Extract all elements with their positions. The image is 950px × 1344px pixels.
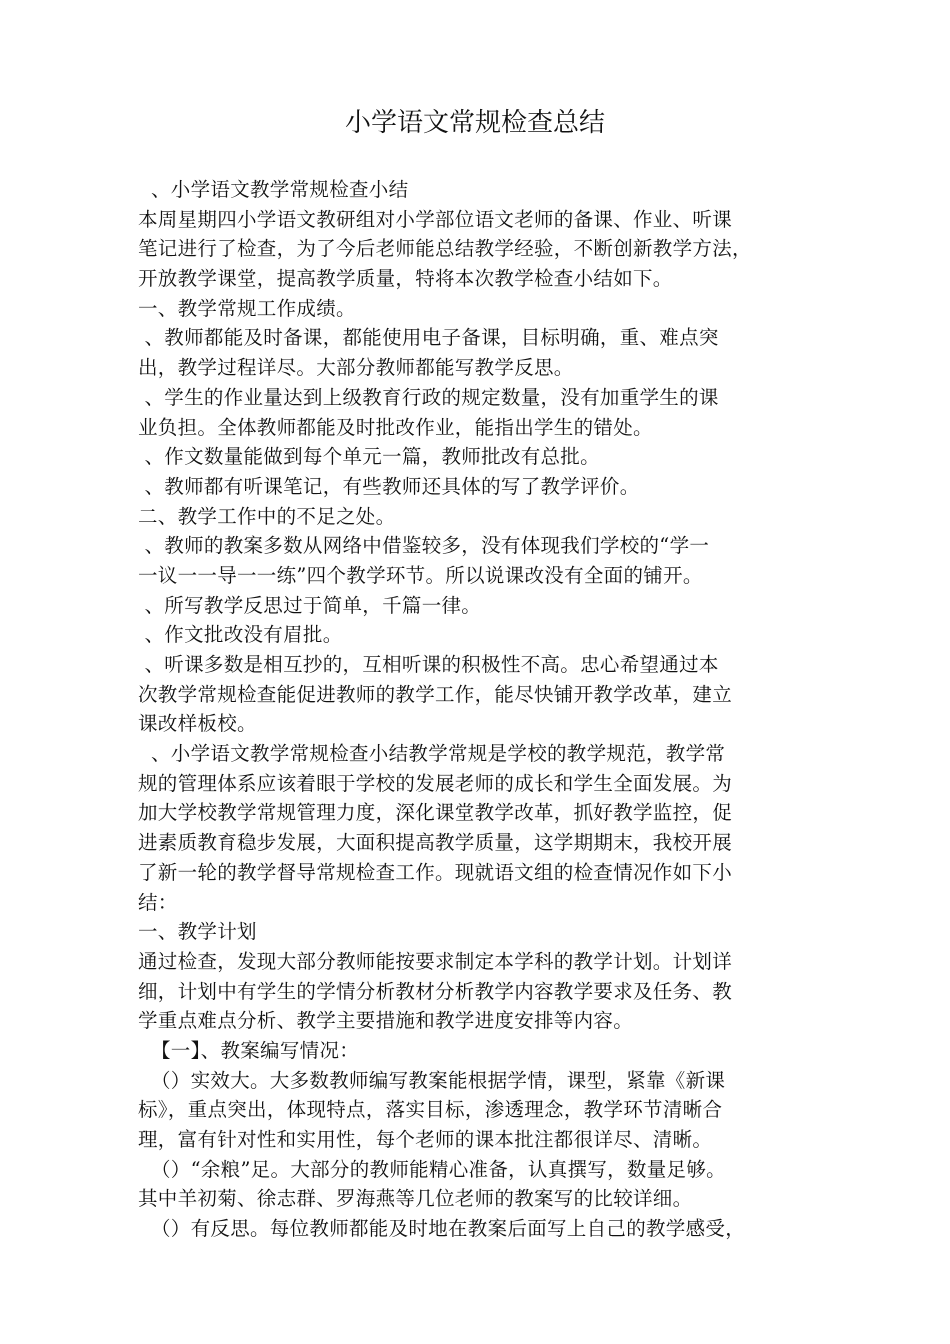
text-line: （）实效大。大多数教师编写教案能根据学情，课型，紧靠《新课 <box>138 1068 726 1092</box>
text-line: 次教学常规检查能促进教师的教学工作，能尽快铺开教学改革，建立 <box>138 682 733 706</box>
text-line: 一、教学常规工作成绩。 <box>138 296 356 320</box>
text-line: 其中羊初菊、徐志群、罗海燕等几位老师的教案写的比较详细。 <box>138 1187 693 1211</box>
text-line: 本周星期四小学语文教研组对小学部位语文老师的备课、作业、听课 <box>138 207 733 231</box>
text-line: 、教师的教案多数从网络中借鉴较多，没有体现我们学校的“学一 <box>138 534 710 558</box>
text-line: （）有反思。每位教师都能及时地在教案后面写上自己的教学感受， <box>138 1217 745 1241</box>
text-line: 、所写教学反思过于简单，千篇一律。 <box>138 593 482 617</box>
text-line: 了新一轮的教学督导常规检查工作。现就语文组的检查情况作如下小 <box>138 860 733 884</box>
text-line: 结： <box>138 890 178 914</box>
text-line: 开放教学课堂，提高教学质量，特将本次教学检查小结如下。 <box>138 267 673 291</box>
text-line: 加大学校教学常规管理力度，深化课堂教学改革，抓好教学监控，促 <box>138 801 733 825</box>
text-line: 通过检查，发现大部分教师能按要求制定本学科的教学计划。计划详 <box>138 949 733 973</box>
text-line: 笔记进行了检查，为了今后老师能总结教学经验，不断创新教学方法， <box>138 237 752 261</box>
text-line: 、作文批改没有眉批。 <box>138 623 343 647</box>
text-line: 一、教学计划 <box>138 920 257 944</box>
text-line: 标》，重点突出，体现特点，落实目标，渗透理念，教学环节清晰合 <box>138 1098 723 1122</box>
text-line: 、小学语文教学常规检查小结教学常规是学校的教学规范，教学常 <box>138 742 726 766</box>
text-line: 、教师都有听课笔记，有些教师还具体的写了教学评价。 <box>138 474 640 498</box>
text-line: 细，计划中有学生的学情分析教材分析教学内容教学要求及任务、教 <box>138 979 733 1003</box>
document-body <box>138 175 838 1244</box>
text-line: 【一】、教案编写情况： <box>138 1038 360 1062</box>
text-line: 、学生的作业量达到上级教育行政的规定数量，没有加重学生的课 <box>138 385 719 409</box>
text-line: 课改样板校。 <box>138 712 257 736</box>
text-line: 一议一一导一一练”四个教学环节。所以说课改没有全面的铺开。 <box>138 563 703 587</box>
text-line: 、作文数量能做到每个单元一篇，教师批改有总批。 <box>138 445 600 469</box>
text-line: 、小学语文教学常规检查小结 <box>138 178 409 201</box>
text-line: 理，富有针对性和实用性，每个老师的课本批注都很详尽、清晰。 <box>138 1128 713 1151</box>
text-line: 学重点难点分析、教学主要措施和教学进度安排等内容。 <box>138 1009 634 1033</box>
text-line: （）“余粮”足。大部分的教师能精心准备，认真撰写，数量足够。 <box>138 1157 726 1181</box>
text-line: 进素质教育稳步发展，大面积提高教学质量，这学期期末，我校开展 <box>138 831 733 855</box>
text-line: 二、教学工作中的不足之处。 <box>138 504 396 528</box>
text-line: 规的管理体系应该着眼于学校的发展老师的成长和学生全面发展。为 <box>138 771 733 795</box>
text-line: 出，教学过程详尽。大部分教师都能写教学反思。 <box>138 356 574 380</box>
text-line: 、听课多数是相互抄的，互相听课的积极性不高。忠心希望通过本 <box>138 653 719 676</box>
text-line: 业负担。全体教师都能及时批改作业，能指出学生的错处。 <box>138 415 653 439</box>
text-line: 、教师都能及时备课，都能使用电子备课，目标明确，重、难点突 <box>138 326 719 350</box>
document-title: 小学语文常规检查总结 <box>344 108 605 138</box>
